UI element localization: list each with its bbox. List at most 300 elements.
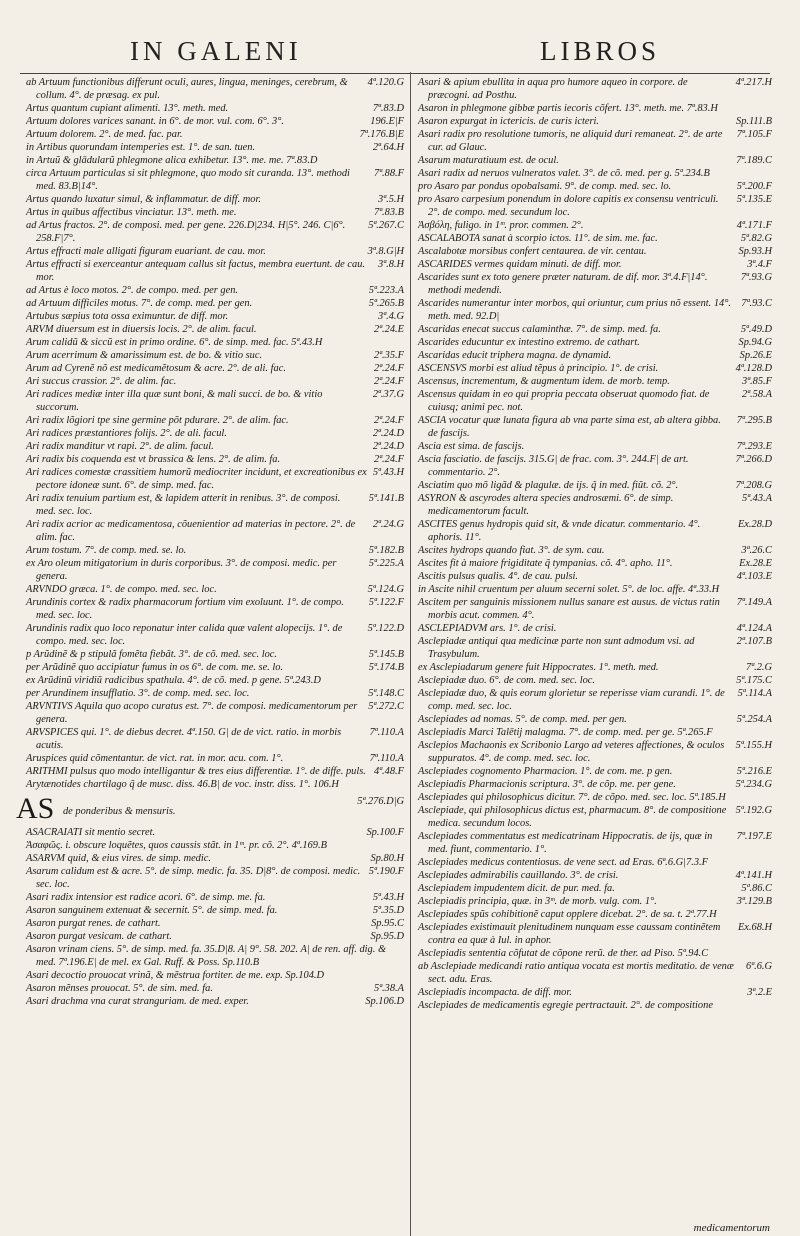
index-entry [26, 865, 404, 891]
entry-text: ASCITES genus hydropis quid sit, & vnde dicatur. commentario. 4°. aphoris. 11°. [418, 519, 701, 543]
right-entries [418, 76, 772, 1012]
entry-ref: 5ª.200.F [736, 181, 772, 192]
entry-text: ab Asclepiade medicandi ratio antiqua vocata est mortis meditatio. de venæ sect. adu. Eras. [418, 961, 734, 985]
index-entry [418, 245, 772, 258]
index-entry [26, 336, 404, 349]
index-entry [26, 102, 404, 115]
entry-text: ARITHMI pulsus quo modo intelligantur & tres eius differentiæ. 1°. de diffe. puls. [26, 766, 366, 777]
index-entry [418, 791, 772, 804]
index-entry [26, 115, 404, 128]
entry-ref: 5ª.192.G [735, 805, 772, 816]
entry-ref: 7ª.105.F [736, 129, 772, 140]
entry-text: Ari radices præstantiores folijs. 2°. de ali. facul. [26, 428, 227, 439]
entry-ref: 4ª.128.D [735, 363, 772, 374]
entry-text: Asaron purgat renes. de cathart. [26, 918, 161, 929]
index-entry [418, 76, 772, 102]
entry-text: Asclepiades admirabilis cauillando. 3°. de crisi. [418, 870, 619, 881]
entry-ref: 5ª.174.B [368, 662, 404, 673]
index-entry [26, 583, 404, 596]
entry-text: Ἀσαφῶς. i. obscure loquẽtes, quos caussis stãt. in 1ᵐ. pr. cõ. 2°. 4ª.169.B [26, 840, 327, 851]
index-entry [26, 648, 404, 661]
entry-ref: 3ª.8.G|H [367, 246, 404, 257]
entry-text: Ascitis pulsus qualis. 4°. de cau. pulsi. [418, 571, 579, 582]
as-initial: AS [16, 792, 55, 825]
entry-text: Asclepiadæ antiqui qua medicinæ parte non sunt admodum vsi. ad Trasybulum. [418, 636, 695, 660]
entry-text: Asaron expurgat in ictericis. de curis icteri. [418, 116, 600, 127]
entry-text: Asarum maturatiuum est. de ocul. [418, 155, 559, 166]
entry-text: ex Asclepiadarum genere fuit Hippocrates. 1°. meth. med. [418, 662, 659, 673]
entry-ref: 2ª.37.G [372, 389, 404, 400]
entry-text: pro Asaro par pondus opobalsami. 9°. de comp. med. sec. lo. [418, 181, 672, 192]
entry-text: pro Asaro carpesium ponendum in dolore capitis ex consensu ventriculi. 2°. de compo. med. secundum loc. [418, 194, 719, 218]
entry-text: Ascensus quidam in eo qui propria peccata obseruat quomodo fiat. de cuiusq; animi pec. not. [418, 389, 710, 413]
entry-text: Ari radix bis coquenda est vt brassica & lens. 2°. de alim. fa. [26, 454, 281, 465]
entry-text: per Arũdinẽ quo accipiatur fumus in os 6°. de com. me. se. lo. [26, 662, 284, 673]
entry-text: Asaron in phlegmone gibbæ partis iecoris cõfert. 13°. meth. me. 7ª.83.H [418, 103, 718, 114]
index-entry [418, 414, 772, 440]
entry-text: Asciatim quo mõ ligãd & plagulæ. de ijs. q̃ in med. fiũt. cõ. 2°. [418, 480, 679, 491]
entry-ref: 3ª.5.H [378, 194, 404, 205]
entry-ref: 7ª.83.D [372, 103, 404, 114]
index-entry [418, 726, 772, 739]
index-entry [26, 141, 404, 154]
entry-ref: 5ª.254.A [736, 714, 772, 725]
entry-text: Artuum dolores varices sanant. in 6°. de mor. vul. com. 6°. 3°. [26, 116, 284, 127]
entry-ref: 5ª.38.A [374, 983, 404, 994]
entry-ref: 7ª.93.C [741, 298, 772, 309]
entry-text: Asclepiadæ duo. 6°. de com. med. sec. loc. [418, 675, 596, 686]
entry-ref: 5ª.145.B [368, 649, 404, 660]
entry-text: Asclepiades cognomento Pharmacion. 1°. de com. me. p gen. [418, 766, 673, 777]
entry-ref: 7ª.197.E [736, 831, 772, 842]
entry-ref: 7ª.110.A [369, 727, 404, 738]
left-entries [26, 76, 404, 791]
index-entry [26, 943, 404, 969]
entry-text: circa Artuum particulas si sit phlegmone, quo modo sit curanda. 13°. methodi med. 83.B|14°. [26, 168, 350, 192]
entry-ref: 5ª.82.G [740, 233, 772, 244]
entry-ref: Ex.28.E [739, 558, 772, 569]
index-entry [418, 180, 772, 193]
entry-ref: 5ª.43.H [372, 892, 404, 903]
entry-ref: 7ª.2.G [746, 662, 772, 673]
index-entry [26, 128, 404, 141]
header-rule [20, 73, 770, 74]
entry-text: Asclepiades existimauit plenitudinem nunquam esse caussam continẽtem contra ea quæ à Iul. in aphor. [418, 922, 721, 946]
entry-text: Asaron vrinam ciens. 5°. de simp. med. fa. 35.D|8. A| 9°. 58. 202. A| de ren. aff. dig. & med. 7ª.196.E| de mel. ex Gal. Ruff. & Poss. Sp.110.B [26, 944, 387, 968]
entry-ref: 5ª.141.B [368, 493, 404, 504]
entry-text: Ascia fasciatio. de fascijs. 315.G| de frac. com. 3°. 244.F| de art. commentario. 2°. [418, 454, 689, 478]
entry-text: per Arundinem insufflatio. 3°. de comp. med. sec. loc. [26, 688, 250, 699]
entry-ref: 3ª.85.F [742, 376, 772, 387]
entry-ref: 5ª.267.C [368, 220, 404, 231]
entry-text: ASCLEPIADVM ars. 1°. de crisi. [418, 623, 557, 634]
index-entry [26, 440, 404, 453]
entry-ref: 4ª.124.A [736, 623, 772, 634]
entry-ref: Sp.26.E [739, 350, 772, 361]
index-entry [418, 635, 772, 661]
entry-ref: Ex.28.D [737, 519, 772, 530]
entry-ref: 2ª.24.F [374, 454, 404, 465]
entry-text: Ascitem per sanguinis missionem nullus sanare est ausus. de victus ratin morbis acut. commen. 4°. [418, 597, 720, 621]
entry-ref: 5ª.272.C [368, 701, 404, 712]
entry-ref: 196.E|F [370, 116, 404, 127]
entry-text: Asari radix intensior est radice acori. 6°. de simp. me. fa. [26, 892, 266, 903]
index-entry [26, 206, 404, 219]
entry-text: Arum ad Cyrenẽ nõ est medicamẽtosum & acre. 2°. de ali. fac. [26, 363, 286, 374]
index-entry [418, 271, 772, 297]
index-entry [26, 76, 404, 102]
index-entry [26, 930, 404, 943]
index-entry [26, 661, 404, 674]
index-entry [26, 297, 404, 310]
index-entry [418, 232, 772, 245]
index-entry [418, 453, 772, 479]
entry-text: ASCIA vocatur quæ lunata figura ab vna parte sima est, ab altera gibba. de fascijs. [418, 415, 721, 439]
entry-text: in Artuũ & glādularũ phlegmone alica exhibetur. 13°. me. me. 7ª.83.D [26, 155, 318, 166]
entry-text: Ascarides numerantur inter morbos, qui oriuntur, cum prius nõ essent. 14°. meth. med. 92.D| [418, 298, 731, 322]
entry-text: Asclepiadem impudentem dicit. de pur. med. fa. [418, 883, 615, 894]
index-entry [418, 960, 772, 986]
entry-text: in Ascite nihil cruentum per aluum secerni solet. 5°. de loc. affe. 4ª.33.H [418, 584, 720, 595]
entry-ref: Sp.100.F [366, 827, 404, 838]
index-entry [418, 895, 772, 908]
index-entry [418, 882, 772, 895]
entry-ref: 2ª.24.F [374, 376, 404, 387]
index-entry [418, 999, 772, 1012]
entry-text: Asclepiadis sententia cõfutat de cõpone rerũ. de ther. ad Piso. 5ª.94.C [418, 948, 709, 959]
entry-ref: 2ª.64.H [372, 142, 404, 153]
entry-text: Arum tostum. 7°. de comp. med. se. lo. [26, 545, 187, 556]
entry-text: Ari radices mediæ inter illa quæ sunt boni, & mali succi. de bo. & vitio succorum. [26, 389, 323, 413]
entry-ref: 5ª.43.H [372, 467, 404, 478]
index-entry [26, 362, 404, 375]
index-entry [26, 544, 404, 557]
index-entry [26, 388, 404, 414]
entry-ref: 6ª.6.G [746, 961, 772, 972]
index-entry [418, 921, 772, 947]
index-entry [418, 570, 772, 583]
index-entry [26, 453, 404, 466]
entry-ref: 5ª.35.D [372, 905, 404, 916]
entry-ref: 7ª.88.F [374, 168, 404, 179]
entry-ref: Sp.93.H [738, 246, 772, 257]
entry-text: Ascites hydrops quando fiat. 3°. de sym. cau. [418, 545, 605, 556]
index-entry [26, 310, 404, 323]
entry-ref: Sp.106.D [365, 996, 404, 1007]
entry-ref: 4ª.217.H [735, 77, 772, 88]
index-entry [418, 830, 772, 856]
left-entries-b [26, 826, 404, 1008]
entry-text: Artus effracti si exerceantur antequam callus sit factus, membra euertunt. de cau. mor. [26, 259, 365, 283]
index-entry [418, 362, 772, 375]
entry-text: ad Artus è loco motos. 2°. de compo. med. per gen. [26, 285, 239, 296]
entry-text: Ascarides educuntur ex intestino extremo. de cathart. [418, 337, 640, 348]
index-entry [26, 284, 404, 297]
index-entry [26, 839, 404, 852]
index-entry [26, 917, 404, 930]
index-entry [418, 193, 772, 219]
running-head-right: LIBROS [540, 36, 661, 66]
entry-ref: 7ª.83.B [374, 207, 404, 218]
entry-ref: 4ª.103.E [736, 571, 772, 582]
entry-text: Asclepiades ad nomas. 5°. de comp. med. per gen. [418, 714, 627, 725]
entry-ref: 5ª.276.D|G [357, 796, 404, 807]
index-entry [26, 167, 404, 193]
entry-text: Aruspices quid cõmentantur. de vict. rat. in mor. acu. com. 1°. [26, 753, 284, 764]
entry-ref: 3ª.26.C [741, 545, 772, 556]
entry-ref: 5ª.182.B [368, 545, 404, 556]
catchword: medicamentorum [693, 1222, 770, 1234]
index-entry [418, 102, 772, 115]
entry-text: ex Aro oleum mitigatorium in duris corporibus. 3°. de composi. medic. per genera. [26, 558, 337, 582]
index-entry [418, 440, 772, 453]
entry-text: Ascia est sima. de fascijs. [418, 441, 525, 452]
entry-ref: Ex.68.H [737, 922, 772, 933]
index-entry [26, 674, 404, 687]
entry-ref: 7ª.189.C [736, 155, 772, 166]
index-entry [418, 115, 772, 128]
index-entry [418, 388, 772, 414]
index-entry [418, 219, 772, 232]
index-entry [418, 713, 772, 726]
index-entry [418, 297, 772, 323]
index-entry [418, 687, 772, 713]
entry-ref: Sp.95.D [370, 931, 404, 942]
entry-ref: 7ª.110.A [369, 753, 404, 764]
entry-ref: 5ª.148.C [368, 688, 404, 699]
index-entry [418, 583, 772, 596]
index-entry [418, 557, 772, 570]
entry-ref: 5ª.265.B [368, 298, 404, 309]
entry-text: Arum acerrimum & amarissimum est. de bo. & vitio suc. [26, 350, 263, 361]
entry-ref: 5ª.124.G [367, 584, 404, 595]
entry-ref: 3ª.4.G [378, 311, 404, 322]
entry-text: Asaron mẽnses prouocat. 5°. de sim. med. fa. [26, 983, 213, 994]
entry-ref: 3ª.2.E [747, 987, 772, 998]
entry-ref: 7ª.266.D [735, 454, 772, 465]
index-entry [26, 154, 404, 167]
index-entry [418, 492, 772, 518]
entry-text: Asari drachma vna curat stranguriam. de med. exper. [26, 996, 249, 1007]
left-column [16, 76, 404, 1008]
entry-text: Artubus sæpius tota ossa eximuntur. de diff. mor. [26, 311, 229, 322]
index-entry [26, 557, 404, 583]
index-entry [418, 622, 772, 635]
index-entry [418, 674, 772, 687]
entry-text: Asclepiades commentatus est medicatrinam Hippocratis. de ijs, quæ in med. fiunt, commentario. 1°. [418, 831, 713, 855]
entry-ref: 2ª.24.F [374, 363, 404, 374]
index-entry [26, 826, 404, 839]
entry-ref: 5ª.155.H [735, 740, 772, 751]
entry-text: Ascarides sunt ex toto genere præter naturam. de dif. mor. 3ª.4.F|14°. methodi medendi. [418, 272, 708, 296]
entry-text: Asclepiades de medicamentis egregie pertractauit. 2°. de compositione [418, 1000, 713, 1011]
index-entry [418, 765, 772, 778]
entry-text: Ascaridas enecat succus calaminthæ. 7°. de simp. med. fa. [418, 324, 661, 335]
as-heading [16, 792, 404, 825]
index-entry [418, 336, 772, 349]
entry-text: Ascaridas educit triphera magna. de dynamid. [418, 350, 612, 361]
entry-text: ASACRAIATI sit mentio secret. [26, 827, 156, 838]
index-entry [418, 804, 772, 830]
entry-ref: 2ª.24.E [374, 324, 404, 335]
index-entry [418, 986, 772, 999]
index-entry [26, 414, 404, 427]
index-entry [418, 258, 772, 271]
index-entry [418, 856, 772, 869]
entry-text: Ari radix tenuium partium est, & lapidem atterit in renibus. 3°. de composi. med. sec. loc. [26, 493, 341, 517]
index-entry [418, 869, 772, 882]
entry-ref: 5ª.114.A [737, 688, 772, 699]
index-entry [26, 752, 404, 765]
entry-ref: 7ª.208.G [735, 480, 772, 491]
entry-text: ARVSPICES qui. 1°. de diebus decret. 4ª.150. G| de de vict. ratio. in morbis acutis. [26, 727, 342, 751]
as-heading-text: de ponderibus & mensuris. [62, 806, 176, 817]
entry-text: ASARVM quid, & eius vires. de simp. medic. [26, 853, 211, 864]
entry-ref: 2ª.24.G [372, 519, 404, 530]
entry-ref: 5ª.49.D [740, 324, 772, 335]
entry-text: ASCENSVS morbi est aliud tẽpus à principio. 1°. de crisi. [418, 363, 659, 374]
entry-text: Asclepiadæ duo, & quis eorum glorietur se reperisse viam curandi. 1°. de comp. med. sec. loc. [418, 688, 725, 712]
entry-text: Ascensus, incrementum, & augmentum idem. de morb. temp. [418, 376, 670, 387]
index-entry [26, 622, 404, 648]
entry-text: Asaron purgat vesicam. de cathart. [26, 931, 172, 942]
entry-ref: 3ª.4.F [747, 259, 772, 270]
entry-text: ad Artus fractos. 2°. de composi. med. per gene. 226.D|234. H|5°. 246. C|6°. 258.F|7°. [26, 220, 346, 244]
entry-text: in Artibus quorundam intemperies est. 1°. de san. tuen. [26, 142, 256, 153]
index-entry [418, 544, 772, 557]
entry-ref: 2ª.58.A [742, 389, 772, 400]
entry-ref: 5ª.223.A [368, 285, 404, 296]
index-entry [26, 700, 404, 726]
index-entry [418, 375, 772, 388]
index-entry [26, 427, 404, 440]
entry-ref: Sp.95.C [371, 918, 404, 929]
entry-text: Ascalabotæ morsibus confert centaurea. de vir. centau. [418, 246, 647, 257]
entry-ref: 7ª.93.G [740, 272, 772, 283]
entry-text: Asari radix pro resolutione tumoris, ne aliquid duri remaneat. 2°. de arte cur. ad Glauc. [418, 129, 723, 153]
index-entry [418, 479, 772, 492]
entry-text: Artus effracti male alligati figuram euariant. de cau. mor. [26, 246, 266, 257]
index-entry [26, 193, 404, 206]
running-head-left: IN GALENI [130, 36, 302, 66]
column-divider [410, 72, 411, 1236]
entry-ref: 2ª.35.F [374, 350, 404, 361]
entry-ref: Sp.80.H [370, 853, 404, 864]
entry-text: Artus quantum cupiant alimenti. 13°. meth. med. [26, 103, 229, 114]
index-entry [418, 908, 772, 921]
entry-ref: 5ª.216.E [736, 766, 772, 777]
entry-ref: 3ª.129.B [736, 896, 772, 907]
entry-ref: Sp.94.G [738, 337, 772, 348]
entry-ref: 5ª.86.C [741, 883, 772, 894]
index-entry [26, 778, 404, 791]
entry-ref: 4ª.120.G [367, 77, 404, 88]
index-entry [26, 375, 404, 388]
entry-text: Asclepiadis incompacta. de diff. mor. [418, 987, 572, 998]
index-entry [26, 904, 404, 917]
entry-ref: 4ª.141.H [735, 870, 772, 881]
entry-text: ASCARIDES vermes quidam minuti. de diff. mor. [418, 259, 622, 270]
index-entry [26, 969, 404, 982]
entry-text: Arundinis cortex & radix pharmacorum fortium vim exoluunt. 1°. de compo. med. sec. loc. [26, 597, 344, 621]
entry-text: ad Artuum difficiles motus. 7°. de comp. med. per gen. [26, 298, 253, 309]
entry-text: Asari decoctio prouocat vrinã, & mẽstrua fortiter. de me. exp. Sp.104.D [26, 970, 325, 981]
entry-ref: 3ª.8.H [378, 259, 404, 270]
entry-ref: 5ª.190.F [368, 866, 404, 877]
entry-text: Ari radix acrior ac medicamentosa, cõuenientior ad materias in pectore. 2°. de alim. fac. [26, 519, 356, 543]
entry-text: Asclepiades spũs cohibitionẽ caput opplere dicebat. 2°. de sa. t. 2ª.77.H [418, 909, 717, 920]
entry-text: Asari & apium ebullita in aqua pro humore aqueo in corpore. de præcogni. ad Posthu. [418, 77, 688, 101]
entry-text: ARVNTIVS Aquila quo acopo curatus est. 7°. de composi. medicamentorum per genera. [26, 701, 358, 725]
index-entry [418, 947, 772, 960]
index-entry [26, 323, 404, 336]
entry-text: p Arũdinẽ & p stipulã fomẽta fiebãt. 3°. de cõ. med. sec. loc. [26, 649, 277, 660]
entry-text: ASYRON & ascyrodes altera species androsæmi. 6°. de simp. medicamentorum facult. [418, 493, 674, 517]
index-entry [26, 995, 404, 1008]
index-entry [26, 765, 404, 778]
entry-text: Ari succus crassior. 2°. de alim. fac. [26, 376, 177, 387]
index-entry [418, 596, 772, 622]
entry-text: Artuum dolorem. 2°. de med. fac. par. [26, 129, 183, 140]
entry-text: Asclepiadis Marci Talētij malagma. 7°. de comp. med. per ge. 5ª.265.F [418, 727, 713, 738]
entry-text: Ἀσβόλη, fuligo. in 1ᵐ. pror. commen. 2°. [418, 220, 584, 231]
index-entry [26, 258, 404, 284]
entry-ref: 2ª.24.F [374, 415, 404, 426]
entry-text: Asaron sanguinem extenuat & secernit. 5°. de simp. med. fa. [26, 905, 278, 916]
entry-text: Asclepiades medicus contentiosus. de vene sect. ad Eras. 6ª.6.G|7.3.F [418, 857, 708, 868]
entry-text: Ari radix manditur vt rapi. 2°. de alim. facul. [26, 441, 214, 452]
index-entry [26, 726, 404, 752]
index-entry [418, 778, 772, 791]
entry-ref: 2ª.107.B [736, 636, 772, 647]
index-entry [26, 852, 404, 865]
entry-text: ex Arũdinũ viridiũ radicibus spathula. 4°. de cõ. med. p gene. 5ª.243.D [26, 675, 321, 686]
index-entry [418, 154, 772, 167]
right-column [418, 76, 772, 1012]
entry-ref: 7ª.293.E [736, 441, 772, 452]
entry-text: Ascites fit à maiore frigiditate q̃ tympanias. cõ. 4°. apho. 11°. [418, 558, 673, 569]
entry-ref: 5ª.234.G [735, 779, 772, 790]
entry-text: Arum calidũ & siccũ est in primo ordine. 6°. de simp. med. fac. 5ª.43.H [26, 337, 323, 348]
entry-ref: 7ª.149.A [736, 597, 772, 608]
index-entry [418, 518, 772, 544]
entry-ref: 4ª.48.F [374, 766, 404, 777]
entry-ref: 5ª.135.E [736, 194, 772, 205]
entry-ref: 7ª.176.B|E [359, 129, 404, 140]
entry-text: ARVNDO græca. 1°. de compo. med. sec. loc. [26, 584, 217, 595]
entry-text: ARVM diuersum est in diuersis locis. 2°. de alim. facul. [26, 324, 257, 335]
index-entry [26, 492, 404, 518]
index-entry [418, 167, 772, 180]
entry-text: Asclepiade, qui philosophicus dictus est, pharmacum. 8°. de compositione medica. secundum locos. [418, 805, 727, 829]
entry-ref: 7ª.295.B [736, 415, 772, 426]
entry-text: Asarum calidum est & acre. 5°. de simp. medic. fa. 35. D|8°. de composi. medic. sec. loc. [26, 866, 361, 890]
entry-text: ab Artuum functionibus differunt oculi, aures, lingua, meninges, cerebrum, & collum. 4°. de præsag. ex pul. [26, 77, 348, 101]
index-entry [26, 349, 404, 362]
entry-ref: 5ª.122.D [367, 623, 404, 634]
entry-ref: 2ª.24.D [372, 428, 404, 439]
entry-ref: 5ª.175.C [736, 675, 772, 686]
entry-text: ASCALABOTA sanat à scorpio ictos. 11°. de sim. me. fac. [418, 233, 658, 244]
entry-text: Asclepios Machaonis ex Scribonio Largo ad veteres affectiones, & oculos suppuratos. 4°. de comp. med. sec. loc. [418, 740, 725, 764]
index-entry [418, 323, 772, 336]
entry-ref: 2ª.24.D [372, 441, 404, 452]
entry-ref: 5ª.43.A [742, 493, 772, 504]
entry-text: Arytænotides chartilago q̃ de musc. diss. 46.B| de voc. instr. diss. 1°. 106.H [26, 779, 339, 790]
entry-text: Asclepiadis Pharmacionis scriptura. 3°. de cõp. me. per gene. [418, 779, 676, 790]
index-entry [26, 518, 404, 544]
index-entry [26, 245, 404, 258]
